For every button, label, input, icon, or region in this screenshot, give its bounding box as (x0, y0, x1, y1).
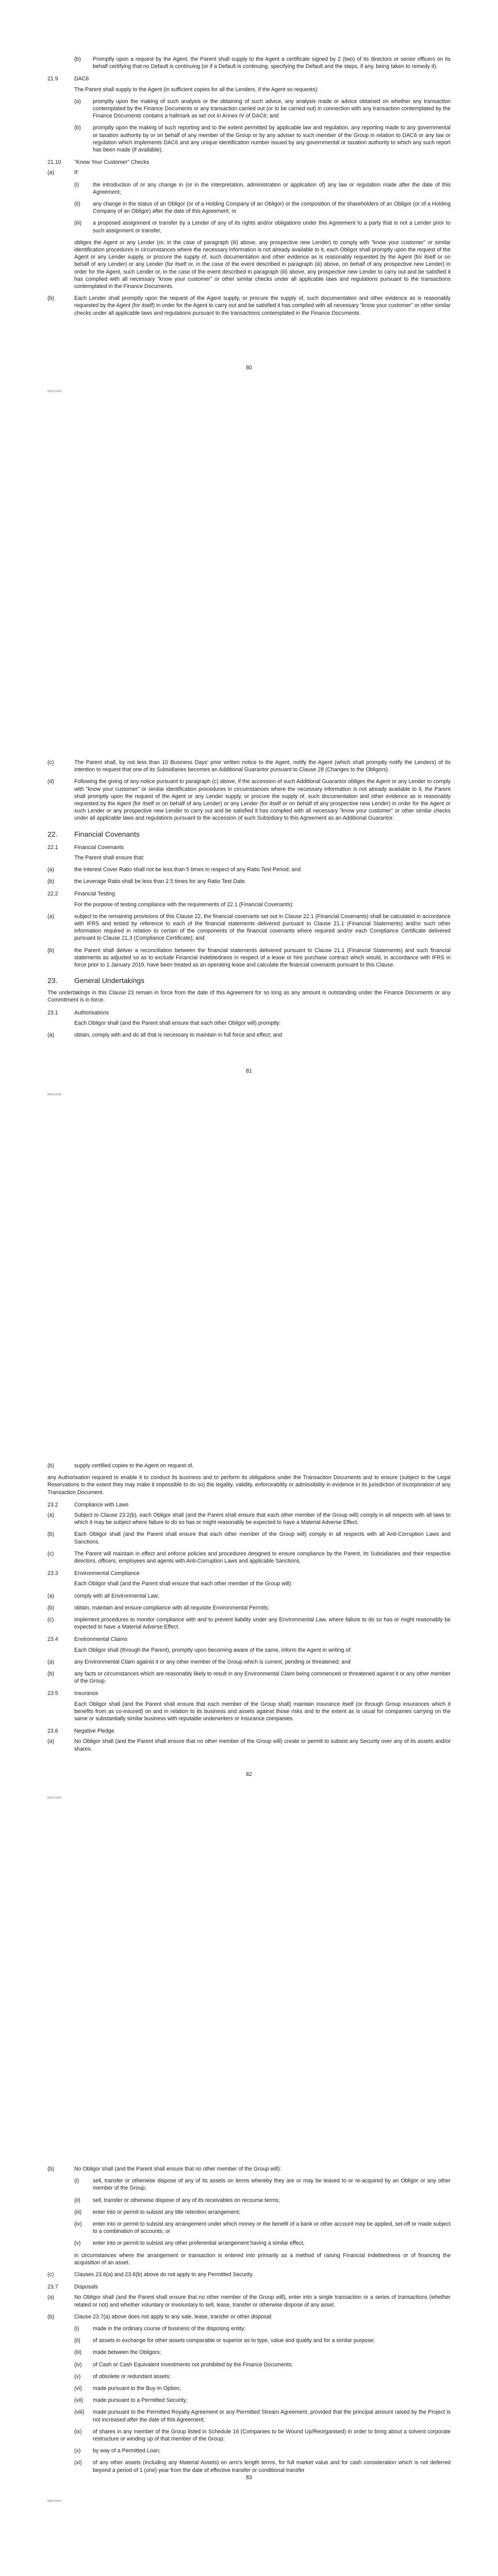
clause-heading: 23.1 Authorisations (47, 1009, 109, 1016)
sub-paragraph: (iii) enter into or permit to subsist any title retention arrangement; (74, 2209, 241, 2215)
sub-paragraph: (vii) made pursuant to a Permitted Security; (74, 2397, 188, 2404)
clause-heading: 22.2 Financial Testing (47, 891, 115, 897)
clause-heading: 23.4 Environmental Claims (47, 1636, 128, 1643)
document-reference: NRG1/26/D (47, 1093, 62, 1096)
paragraph: (c) The Parent will maintain in effect and enforce policies and procedures designed to ensure compliance by the Parent, its Subsidiaries and their respective directors, officers, employees and agents with Anti-Corruption Laws and applicable Sanctions. (47, 1550, 451, 1565)
paragraph: (b) promptly upon the making of such reporting and to the extent permitted by applicable law and regulation, any reporting made to any governmental or taxation authority by or on behalf of any member of the Group or by any adviser to such member of the Group in relation to DAC6 or any law or regulation which implements DAC6 and any unique identification number issued by any governmental or taxation authority to which any such report has been made (if available). (74, 125, 451, 154)
paragraph: (b) Clause 23.7(a) above does not apply to any sale, lease, transfer or other disposal: (47, 2313, 273, 2320)
clause-text: The Parent shall ensure that: (74, 854, 145, 861)
sub-paragraph: (x) by way of a Permitted Loan; (74, 2448, 161, 2454)
document-page-81 (0, 703, 498, 1406)
clause-text: obliges the Agent or any Lender (or, in the case of paragraph (iii) above, any prospective new Lender) to comply with "know your customer" or similar identification procedures in circumstances where the necessary information is not already available to it, each Obligor shall promptly upon the request of the Agent or any Lender supply, or procure the supply of, such documentation and other evidence as is reasonably requested by the Agent (for itself or on behalf of any Lender) or any Lender (for itself or, in the case of the event described in paragraph (iii) above, on behalf of any prospective new Lender) in order for the Agent, such Lender or, in the case of the event described in paragraph (iii) above, any prospective new Lender to carry out and be satisfied it has complied with all necessary "know your customer" or other similar checks under all applicable laws and regulations pursuant to the transactions contemplated in the Finance Documents. (74, 239, 451, 290)
clause-text: Each Obligor shall (through the Parent), promptly upon becoming aware of the same, inform the Agent in writing of: (74, 1647, 352, 1653)
paragraph: (b) the Parent shall deliver a reconciliation between the financial statements delivered pursuant to Clause 21.1 (Financial Statements) and such financial statements as adjusted so as to exclude Financial Indebtedness in respect of a lease or hire purchase contract which would, in accordance with IFRS in force prior to 1 January 2019, have been treated as an operating lease and calculate the financial covenants pursuant to this Clause. (47, 947, 451, 969)
sub-paragraph: (v) enter into or permit to subsist any other preferential arrangement having a similar effect, (74, 2240, 305, 2247)
section-heading: 23. General Undertakings (47, 976, 145, 985)
paragraph: (b) Each Lender shall promptly upon the request of the Agent supply, or procure the supply of, such documentation and other evidence as is reasonably requested by the Agent (for itself) in order for the Agent to carry out and be satisfied it has complied with all necessary "know your customer" or other similar checks under all applicable laws and regulations pursuant to the transactions contemplated in the Finance Documents. (47, 295, 451, 316)
document-reference: NRG1/26/D (47, 2500, 62, 2503)
clause-heading: 23.5 Insurance (47, 1690, 98, 1697)
clause-heading: 21.9 DAC6 (47, 76, 89, 82)
page-number: 82 (246, 1771, 252, 1777)
paragraph: (b) No Obligor shall (and the Parent shall ensure that no other member of the Group will): (47, 2166, 281, 2172)
page-number: 83 (246, 2475, 252, 2481)
paragraph: (d) Following the giving of any notice pursuant to paragraph (c) above, if the accession of such Additional Guarantor obliges the Agent or any Lender to comply with "know your customer" or similar identification procedures in circumstances where the necessary information is not already available to it, the Parent shall promptly upon the request of the Agent or any Lender supply, or procure the supply of, such documentation and other evidence as is reasonably requested by the Agent (for itself or on behalf of any Lender) or any Lender (for itself or on behalf of any prospective new Lender) in order for the Agent or such Lender or any prospective new Lender to carry out and be satisfied it has complied with all necessary "know your customer" or other similar checks under all applicable laws and regulations pursuant to the accession of such Subsidiary to this Agreement as an Additional Guarantor. (47, 778, 451, 822)
clause-heading: 22.1 Financial Covenants (47, 844, 124, 851)
document-reference: NRG1/26/D (47, 390, 62, 393)
paragraph: (c) Clauses 23.6(a) and 23.6(b) above do not apply to any Permitted Security. (47, 2272, 254, 2278)
sub-paragraph: (viii) made pursuant to the Permitted Royalty Agreement or any Permitted Stream Agreement, provided that the principal amount raised by the Project is not increased after the date of this Agreement; (74, 2409, 451, 2423)
clause-text: The Parent shall supply to the Agent (in sufficient copies for all the Lenders, if the Agent so requests): (74, 86, 319, 93)
paragraph: (a) comply with all Environmental Law; (47, 1592, 159, 1599)
paragraph: (b) the Leverage Ratio shall be less than 2.5 times for any Ratio Test Date. (47, 878, 246, 885)
sub-paragraph: (iii) made between the Obligors; (74, 2349, 161, 2356)
section-heading: 22. Financial Covenants (47, 829, 140, 838)
document-page-80 (0, 0, 498, 703)
paragraph: (c) implement procedures to monitor compliance with and to prevent liability under any Environmental Law, where failure to do so has or might reasonably be expected to have a Material Adverse Effect. (47, 1617, 451, 1631)
clause-heading: 23.7 Disposals (47, 2284, 98, 2291)
clause-heading: 23.6 Negative Pledge (47, 1728, 114, 1735)
clause-heading: 23.2 Compliance with Laws (47, 1501, 129, 1508)
document-page-82 (0, 1406, 498, 2110)
clause-heading: 21.10 "Know Your Customer" Checks (47, 159, 150, 166)
paragraph: (a) any Environmental Claim against it or any other member of the Group which is current, pending or threatened; and (47, 1658, 351, 1665)
paragraph: (b) any facts or circumstances which are reasonably likely to result in any Environmental Claim being commenced or threatened against it or any other member of the Group. (47, 1671, 451, 1685)
paragraph: (a) If: (47, 170, 79, 176)
paragraph: (b) Each Obligor shall (and the Parent shall ensure that each other member of the Group will) comply in all respects with all Anti-Corruption Laws and Sanctions. (47, 1531, 451, 1545)
paragraph: (a) No Obligor shall (and the Parent shall ensure that no other member of the Group will) create or permit to subsist any Security over any of its assets and/or shares. (47, 1738, 451, 1752)
clause-text: Each Obligor shall (and the Parent shall ensure that each other Obligor will) promptly: (74, 1020, 281, 1026)
sub-paragraph: (ix) of shares in any member of the Group listed in Schedule 16 (Companies to be Wound Up/Reorganised) in order to bring about a solvent corporate restructure or winding up of that member of the Group; (74, 2428, 451, 2443)
clause-text: Each Obligor shall (and the Parent shall ensure that each member of the Group shall) maintain insurance itself (or through Group insurances which it benefits from as co-insured) on and in relation to its business and assets against those risks and to the extent as is usual for companies carrying on the same or substantially similar business with reputable underwriters or insurance companies. (74, 1701, 451, 1722)
sub-paragraph: (ii) any change in the status of an Obligor (or of a Holding Company of an Obligor) or the composition of the shareholders of an Obligor (or of a Holding Company of an Obligor) after the date of this Agreement; or (74, 201, 451, 215)
sub-paragraph: (ii) sell, transfer or otherwise dispose of any of its receivables on recourse terms; (74, 2197, 280, 2204)
paragraph: (a) obtain, comply with and do all that is necessary to maintain in full force and effect; and (47, 1032, 283, 1039)
clause-text: any Authorisation required to enable it to conduct its business and to perform its obligations under the Transaction Documents and to ensure (subject to the Legal Reservations to the extent they may make it impossible to do so) the legality, validity, enforceability or admissibility in evidence in its jurisdiction of incorporation of any Transaction Document. (47, 1475, 451, 1496)
page-number: 81 (246, 1068, 252, 1074)
clause-text: Each Obligor shall (and the Parent shall ensure that each other member of the Group will): (74, 1581, 293, 1587)
clause-text: The undertakings in this Clause 23 remain in force from the date of this Agreement for so long as any amount is outstanding under the Finance Documents or any Commitment is in force. (47, 990, 451, 1004)
sub-paragraph: (i) made in the ordinary course of business of the disposing entity; (74, 2326, 246, 2332)
sub-paragraph: (vi) made pursuant to the Buy-In Option; (74, 2385, 181, 2392)
paragraph: (a) the Interest Cover Ratio shall not be less than 5 times in respect of any Ratio Test Period; and (47, 867, 301, 873)
paragraph: (b) obtain, maintain and ensure compliance with all requisite Environmental Permits; (47, 1604, 270, 1611)
sub-paragraph: (ii) of assets in exchange for other assets comparable or superior as to type, value and quality and for a similar purpose; (74, 2337, 375, 2344)
sub-paragraph: (v) of obsolete or redundant assets; (74, 2373, 171, 2380)
page-number: 80 (246, 365, 252, 371)
clause-text: For the purpose of testing compliance with the requirements of 22.1 (Financial Covenants): (74, 901, 294, 908)
sub-paragraph: (iv) enter into or permit to subsist any arrangement under which money or the benefit of a bank or other account may be applied, set-off or made subject to a combination of accounts; or (74, 2221, 451, 2235)
paragraph: (b) Promptly upon a request by the Agent, the Parent shall supply to the Agent a certificate signed by 2 (two) of its directors or senior officers on its behalf certifying that no Default is continuing (or if a Default is continuing, specifying the Default and the steps, if any, being taken to remedy it). (74, 56, 451, 70)
sub-paragraph: (xi) of any other assets (including any Material Assets) on arm's length terms, for full market value and for cash consideration which is not deferred beyond a period of 1 (one) year from the date of effective transfer or conditional transfer (74, 2460, 451, 2473)
paragraph: (a) subject to the remaining provisions of this Clause 22, the financial covenants set out in Clause 22.1 (Financial Covenants) shall be calculated in accordance with IFRS and tested by reference to each of the financial statements delivered pursuant to Clause 21.1 (Financial Statements) and/or such other information required in relation to certain of the components of the financial covenants where required and/or each Compliance Certificate delivered pursuant to Clause 21.3 (Compliance Certificate); and (47, 913, 451, 942)
document-reference: NRG1/26/D (47, 1797, 62, 1800)
sub-paragraph: (i) the introduction of or any change in (or in the interpretation, administration or application of) any law or regulation made after the date of this Agreement; (74, 181, 451, 195)
sub-paragraph: (iv) of Cash or Cash Equivalent Investments not prohibited by the Finance Documents; (74, 2361, 293, 2368)
document-page-83 (0, 2110, 498, 2576)
sub-paragraph: (i) sell, transfer or otherwise dispose of any of its assets on terms whereby they are or may be leased to or re-acquired by an Obligor or any other member of the Group; (74, 2178, 451, 2192)
paragraph: (b) supply certified copies to the Agent on request of, (47, 1463, 194, 1469)
paragraph: (c) The Parent shall, by not less than 10 Business Days' prior written notice to the Agent, notify the Agent (which shall promptly notify the Lenders) of its intention to request that one of its Subsidiaries becomes an Additional Guarantor pursuant to Clause 28 (Changes to the Obligors). (47, 759, 451, 773)
clause-text: in circumstances where the arrangement or transaction is entered into primarily as a method of raising Financial Indebtedness or of financing the acquisition of an asset. (74, 2252, 451, 2266)
paragraph: (a) promptly upon the making of such analysis or the obtaining of such advice, any analysis made or advice obtained on whether any transaction contemplated by the Finance Documents or any transaction carried out (or to be carried out) in connection with any transaction contemplated by the Finance Documents contains a hallmark as set out in Annex IV of DAC6; and (74, 98, 451, 120)
paragraph: (a) Subject to Clause 23.2(b), each Obligor shall (and the Parent shall ensure that each other member of the Group will) comply in all respects with all laws to which it may be subject where failure to do so has or might reasonably be expected to have a Material Adverse Effect. (47, 1512, 451, 1526)
paragraph: (a) No Obligor shall (and the Parent shall ensure that no other member of the Group will), enter into a single transaction or a series of transactions (whether related or not) and whether voluntary or involuntary to sell, lease, transfer or otherwise dispose of any asset. (47, 2294, 451, 2308)
clause-heading: 23.3 Environmental Compliance (47, 1570, 140, 1577)
sub-paragraph: (iii) a proposed assignment or transfer by a Lender of any of its rights and/or obligations under this Agreement to a party that is not a Lender prior to such assignment or transfer, (74, 220, 451, 234)
